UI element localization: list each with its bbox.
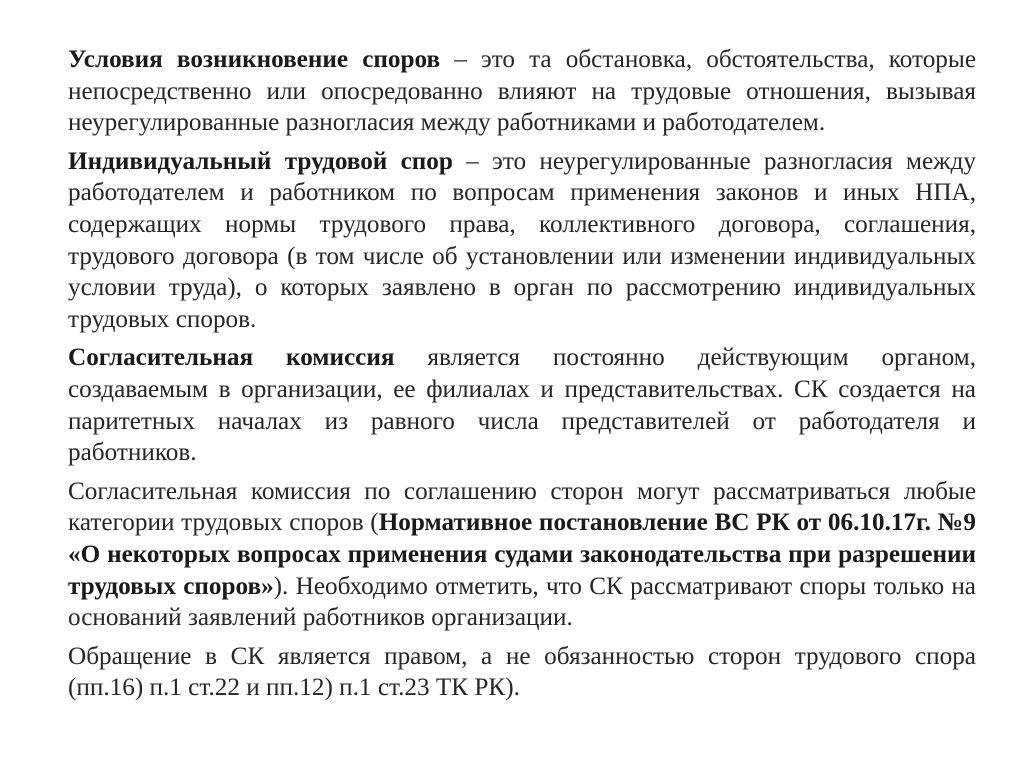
right-to-appeal-text: Обращение в СК является правом, а не обязанностью сторон трудового спора (пп.16) п.1 ст.22 и пп.12) п.1 ст.23 ТК РК). <box>68 642 976 702</box>
term-conciliation-commission: Согласительная комиссия <box>68 344 395 372</box>
paragraph-conciliation-commission <box>68 342 976 468</box>
paragraph-dispute-conditions <box>68 44 976 139</box>
term-dispute-conditions: Условия возникновение споров <box>68 46 441 73</box>
term-individual-labor-dispute: Индивидуальный трудовой спор <box>68 147 453 175</box>
definition-dispute-conditions: – это та обстановка, обстоятельства, которые непосредственно или опосредованно влияют на трудовые отношения, вызывая неурегулированные разногласия между работниками и работодателем. <box>68 46 976 137</box>
definition-conciliation-commission: является постоянно действующим органом, создаваемым в организации, ее филиалах и представительствах. СК создается на паритетных началах из равного числа представителей от работодателя и работников. <box>68 344 976 467</box>
supreme-court-citation: Нормативное постановление ВС РК от 06.10.17г. №9 «О некоторых вопросах применения судами законодательства при разрешении трудовых споров» <box>68 509 976 600</box>
commission-scope-text-after: ). Необходимо отметить, что СК рассматривают споры только на оснований заявлений работников организации. <box>68 572 976 632</box>
paragraph-right-to-appeal <box>68 641 976 704</box>
slide-text-body <box>68 44 976 711</box>
commission-scope-text-before: Согласительная комиссия по соглашению сторон могут рассматриваться любые категории трудовых споров ( <box>68 477 976 537</box>
paragraph-individual-labor-dispute <box>68 146 976 336</box>
paragraph-commission-scope <box>68 476 976 634</box>
definition-individual-labor-dispute: – это неурегулированные разногласия между работодателем и работником по вопросам применения законов и иных НПА, содержащих нормы трудового права, коллективного договора, соглашения, трудового договора (в том числе об установлении или изменении индивидуальных условии труда), о которых заявлено в орган по рассмотрению индивидуальных трудовых споров. <box>68 147 976 333</box>
